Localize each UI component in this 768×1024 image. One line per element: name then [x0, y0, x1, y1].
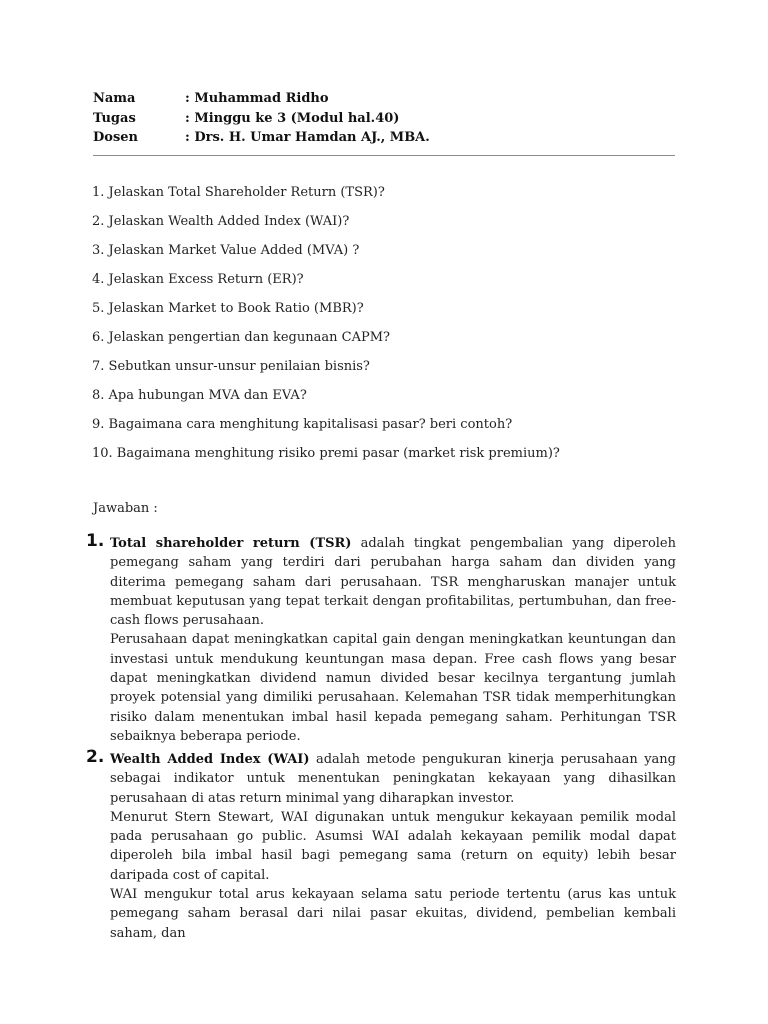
answer-paragraph — [110, 750, 676, 808]
answer-paragraph: WAI mengukur total arus kekayaan selama satu periode tertentu (arus kas untuk pemegang saham berasal dari nilai pasar ekuitas, dividend, pembelian kembali saham, dan — [110, 887, 676, 941]
answer-text: adalah tingkat pengembalian yang diperoleh pemegang saham yang terdiri dari perubahan harga saham dan dividen yang diterima pemegang saham dari perusahaan. TSR mengharuskan manajer untuk membuat keputusan yang tepat terkait dengan profitabilitas, pertumbuhan, dan free-cash flows perusahaan. — [110, 536, 676, 629]
question-list — [92, 182, 692, 472]
question-item: 6. Jelaskan pengertian dan kegunaan CAPM? — [92, 330, 390, 345]
question-item: 1. Jelaskan Total Shareholder Return (TSR)? — [92, 185, 385, 200]
header-row-tugas — [93, 109, 683, 129]
answers-heading: Jawaban : — [93, 501, 158, 516]
answer-text: adalah metode pengukuran kinerja perusahaan yang sebagai indikator untuk menentukan peningkatan kekayaan yang dihasilkan perusahaan di atas return minimal yang diharapkan investor. — [110, 752, 677, 806]
question-item: 10. Bagaimana menghitung risiko premi pasar (market risk premium)? — [92, 446, 560, 461]
question-item: 2. Jelaskan Wealth Added Index (WAI)? — [92, 214, 350, 229]
header-row-dosen — [93, 128, 683, 148]
header-label: Tugas — [93, 110, 136, 126]
question-item: 3. Jelaskan Market Value Added (MVA) ? — [92, 243, 360, 258]
answer-paragraph: Perusahaan dapat meningkatkan capital gain dengan meningkatkan keuntungan dan investasi untuk mendukung keuntungan masa depan. Free cash flows yang besar dapat meningkatkan dividend namun divided besar kecilnya tergantung jumlah proyek potensial yang dimiliki perusahaan. Kelemahan TSR tidak memperhitungkan risiko dalam menentukan imbal hasil kepada pemegang saham. Perhitungan TSR sebaiknya beberapa periode. — [110, 632, 676, 744]
answer-paragraph — [110, 534, 676, 630]
answer-number: 1. — [86, 531, 105, 551]
header-value: : Muhammad Ridho — [185, 91, 329, 106]
header-value: : Minggu ke 3 (Modul hal.40) — [185, 110, 400, 126]
answer-number: 2. — [86, 747, 105, 767]
question-item: 7. Sebutkan unsur-unsur penilaian bisnis? — [92, 359, 370, 374]
answer-paragraph: Menurut Stern Stewart, WAI digunakan untuk mengukur kekayaan pemilik modal pada perusahaan go public. Asumsi WAI adalah kekayaan pemilik modal dapat diperoleh bila imbal hasil bagi pemegang sama (return on equity) lebih besar daripada cost of capital. — [110, 809, 676, 883]
header-label: Dosen — [93, 130, 138, 145]
answer-term: Total shareholder return (TSR) — [110, 536, 352, 551]
question-item: 5. Jelaskan Market to Book Ratio (MBR)? — [92, 301, 364, 316]
answer-term: Wealth Added Index (WAI) — [110, 752, 310, 767]
question-item: 4. Jelaskan Excess Return (ER)? — [92, 272, 304, 287]
answer-body — [110, 534, 676, 746]
header-divider — [93, 155, 675, 156]
answer-body — [110, 750, 676, 943]
header-label: Nama — [93, 91, 136, 106]
question-item: 8. Apa hubungan MVA dan EVA? — [92, 388, 307, 403]
question-item: 9. Bagaimana cara menghitung kapitalisasi pasar? beri contoh? — [92, 417, 513, 432]
header-row-nama — [93, 89, 683, 109]
header-block — [93, 89, 683, 148]
header-value: : Drs. H. Umar Hamdan AJ., MBA. — [185, 130, 430, 145]
